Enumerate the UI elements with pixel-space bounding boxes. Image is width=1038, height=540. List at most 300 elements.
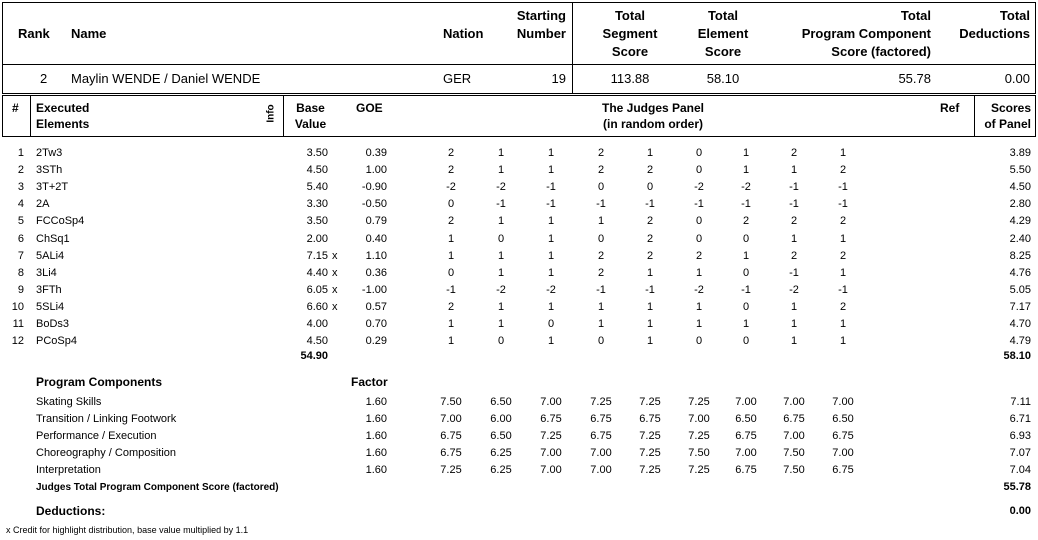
judge-score: 2 — [646, 215, 654, 228]
component-row — [0, 411, 1038, 428]
judge-score: 1 — [742, 249, 750, 262]
judge-score: 1 — [447, 318, 455, 330]
judge-score: -1 — [789, 198, 799, 211]
skater-rank: 2 — [40, 71, 48, 86]
component-name: Performance / Execution — [36, 430, 157, 443]
element-code: 3STh — [36, 164, 63, 177]
component-name: Interpretation — [36, 464, 101, 477]
starting-header-1: Starting — [516, 8, 566, 23]
element-code: 2A — [36, 198, 50, 211]
judge-score: -1 — [838, 181, 848, 194]
judge-score: -2 — [694, 181, 704, 194]
judge-score: 0 — [597, 335, 605, 348]
judge-score: -1 — [741, 198, 751, 211]
judge-score: 0 — [547, 318, 555, 330]
element-goe: 0.29 — [365, 335, 387, 348]
element-number: 1 — [17, 147, 24, 159]
component-factor: 1.60 — [365, 447, 387, 460]
skater-tss: 113.88 — [610, 71, 650, 86]
judge-score: 1 — [597, 318, 605, 330]
element-goe: -0.90 — [361, 181, 387, 194]
name-header: Name — [71, 26, 107, 41]
info-header: Info — [265, 104, 277, 123]
element-code: PCoSp4 — [36, 335, 77, 348]
judge-score: 0 — [695, 335, 703, 348]
element-number: 3 — [17, 181, 24, 194]
pcs-header-2: Program Component — [801, 26, 931, 41]
element-row — [0, 333, 1038, 350]
judge-score: 1 — [547, 215, 555, 228]
component-row — [0, 462, 1038, 479]
judge-score: 0 — [695, 232, 703, 245]
judge-score: 2 — [597, 147, 605, 159]
element-row — [0, 299, 1038, 316]
judge-mark: 6.75 — [440, 447, 462, 460]
judge-score: 2 — [597, 266, 605, 279]
tes-header-1: Total — [707, 8, 739, 23]
element-goe: -1.00 — [361, 283, 387, 296]
tes-header-3: Score — [704, 44, 742, 59]
element-row — [0, 145, 1038, 162]
element-row — [0, 231, 1038, 248]
judge-score: 2 — [839, 164, 847, 177]
judge-mark: 7.25 — [639, 430, 661, 443]
element-x-mark: x — [332, 283, 338, 296]
judge-mark: 7.00 — [590, 464, 612, 477]
judge-score: 2 — [790, 147, 798, 159]
element-code: FCCoSp4 — [36, 215, 85, 228]
judge-mark: 7.50 — [783, 464, 805, 477]
pc-title: Program Components — [36, 375, 163, 389]
component-name: Skating Skills — [36, 396, 102, 408]
element-number: 9 — [17, 283, 24, 296]
element-goe: 1.10 — [365, 249, 387, 262]
judge-score: 2 — [839, 300, 847, 313]
judge-score: 1 — [447, 232, 455, 245]
component-score: 7.07 — [1009, 447, 1031, 460]
element-base-value: 4.50 — [306, 335, 328, 348]
judge-mark: 7.50 — [688, 447, 710, 460]
judge-score: 0 — [742, 266, 750, 279]
element-number: 4 — [17, 198, 24, 211]
judge-score: 1 — [597, 300, 605, 313]
judge-score: 2 — [597, 249, 605, 262]
judge-mark: 6.75 — [735, 464, 757, 477]
element-score: 7.17 — [1009, 300, 1031, 313]
element-goe: 0.36 — [365, 266, 387, 279]
judge-score: 1 — [646, 266, 654, 279]
judge-score: 2 — [447, 215, 455, 228]
judge-score: -2 — [741, 181, 751, 194]
element-row — [0, 316, 1038, 333]
judge-score: 1 — [547, 164, 555, 177]
judge-score: 2 — [839, 249, 847, 262]
tss-header-2: Segment — [602, 26, 658, 41]
judge-score: 1 — [646, 335, 654, 348]
panel-header-2: (in random order) — [602, 117, 703, 131]
judge-mark: 7.00 — [440, 413, 462, 426]
judge-mark: 7.25 — [590, 396, 612, 408]
starting-header-2: Number — [516, 26, 566, 41]
elements-header-box — [2, 95, 1036, 137]
judge-score: 2 — [646, 232, 654, 245]
judge-score: 1 — [790, 318, 798, 330]
judge-score: 1 — [497, 249, 505, 262]
judge-mark: 6.50 — [490, 430, 512, 443]
judge-mark: 7.00 — [590, 447, 612, 460]
element-base-value: 3.30 — [306, 198, 328, 211]
element-base-value: 4.40 — [306, 266, 328, 279]
judge-score: 0 — [695, 147, 703, 159]
element-base-value: 4.00 — [306, 318, 328, 330]
judge-mark: 7.00 — [783, 430, 805, 443]
deductions-label: Deductions: — [36, 504, 106, 518]
judge-mark: 7.25 — [688, 464, 710, 477]
judge-mark: 7.25 — [639, 447, 661, 460]
ded-header-2: Deductions — [959, 26, 1030, 41]
num-header: # — [12, 101, 19, 115]
judge-score: -1 — [596, 283, 606, 296]
judge-score: 1 — [790, 335, 798, 348]
judge-mark: 7.25 — [639, 464, 661, 477]
col-divider — [30, 95, 31, 137]
judge-score: -1 — [838, 198, 848, 211]
judge-mark: 6.75 — [735, 430, 757, 443]
skater-pcs: 55.78 — [898, 71, 931, 86]
component-factor: 1.60 — [365, 413, 387, 426]
element-score: 4.70 — [1009, 318, 1031, 330]
element-base-value: 7.15 — [306, 249, 328, 262]
element-base-value: 2.00 — [306, 232, 328, 245]
component-score: 6.71 — [1009, 413, 1031, 426]
judge-score: 0 — [742, 335, 750, 348]
header-separator — [572, 2, 573, 94]
base-header-2: Value — [294, 117, 327, 131]
ded-header-1: Total — [999, 8, 1030, 23]
judge-score: 1 — [695, 318, 703, 330]
judge-score: 1 — [839, 318, 847, 330]
element-score: 4.50 — [1009, 181, 1031, 194]
judge-score: 1 — [497, 300, 505, 313]
judge-mark: 7.25 — [540, 430, 562, 443]
element-goe: -0.50 — [361, 198, 387, 211]
judge-score: 0 — [742, 232, 750, 245]
judge-score: 0 — [497, 335, 505, 348]
judge-score: -2 — [694, 283, 704, 296]
component-factor: 1.60 — [365, 464, 387, 477]
element-goe: 0.57 — [365, 300, 387, 313]
judge-score: -2 — [789, 283, 799, 296]
element-base-value: 6.60 — [306, 300, 328, 313]
judge-score: -2 — [496, 283, 506, 296]
element-code: 5SLi4 — [36, 300, 65, 313]
element-number: 11 — [12, 318, 24, 330]
judge-score: 2 — [447, 147, 455, 159]
element-score: 3.89 — [1009, 147, 1031, 159]
judge-mark: 7.00 — [735, 447, 757, 460]
component-name: Choreography / Composition — [36, 447, 177, 460]
judge-mark: 7.25 — [688, 430, 710, 443]
element-row — [0, 196, 1038, 213]
judge-mark: 6.50 — [490, 396, 512, 408]
judge-score: 1 — [646, 300, 654, 313]
skater-tes: 58.10 — [706, 71, 740, 86]
judge-score: 0 — [597, 181, 605, 194]
judge-score: 1 — [790, 232, 798, 245]
element-row — [0, 162, 1038, 179]
element-base-value: 6.05 — [306, 283, 328, 296]
judge-score: 1 — [790, 164, 798, 177]
judge-mark: 7.50 — [783, 447, 805, 460]
judge-score: 2 — [695, 249, 703, 262]
tss-header-3: Score — [611, 44, 649, 59]
judge-score: 2 — [646, 249, 654, 262]
judge-score: 1 — [547, 249, 555, 262]
judge-score: 2 — [790, 249, 798, 262]
exec-header-2: Elements — [36, 117, 90, 131]
element-number: 5 — [17, 215, 24, 228]
judge-score: 1 — [695, 300, 703, 313]
judge-mark: 7.00 — [540, 447, 562, 460]
judge-score: 0 — [695, 215, 703, 228]
judge-score: -1 — [645, 283, 655, 296]
pcs-header-3: Score (factored) — [831, 44, 931, 59]
judge-mark: 6.75 — [639, 413, 661, 426]
element-code: BoDs3 — [36, 318, 70, 330]
exec-header-1: Executed — [36, 101, 90, 115]
judge-score: -1 — [596, 198, 606, 211]
judge-score: -1 — [645, 198, 655, 211]
judge-mark: 6.75 — [832, 430, 854, 443]
component-factor: 1.60 — [365, 396, 387, 408]
judge-score: 0 — [695, 164, 703, 177]
skater-nation: GER — [443, 71, 472, 86]
element-code: ChSq1 — [36, 232, 70, 245]
element-x-mark: x — [332, 300, 338, 313]
element-base-value: 3.50 — [306, 147, 328, 159]
judge-mark: 6.50 — [832, 413, 854, 426]
judge-mark: 7.25 — [688, 396, 710, 408]
deductions-value: 0.00 — [1009, 505, 1031, 517]
pc-total-label: Judges Total Program Component Score (factored) — [36, 482, 279, 493]
judge-score: 1 — [742, 318, 750, 330]
element-score: 5.05 — [1009, 283, 1031, 296]
element-row — [0, 282, 1038, 299]
judge-score: 1 — [742, 147, 750, 159]
judge-mark: 7.00 — [735, 396, 757, 408]
judge-score: -1 — [741, 283, 751, 296]
judge-score: 2 — [447, 300, 455, 313]
judge-score: 0 — [497, 232, 505, 245]
element-row — [0, 213, 1038, 230]
judge-score: 1 — [695, 266, 703, 279]
element-code: 2Tw3 — [36, 147, 63, 159]
judge-score: 1 — [447, 249, 455, 262]
judge-mark: 7.00 — [832, 447, 854, 460]
judge-score: 1 — [742, 164, 750, 177]
judge-score: 1 — [547, 147, 555, 159]
judge-score: -1 — [446, 283, 456, 296]
judge-score: 1 — [790, 300, 798, 313]
tes-header-2: Element — [697, 26, 749, 41]
judge-score: 2 — [646, 164, 654, 177]
component-score: 7.11 — [1010, 396, 1031, 408]
judge-score: 2 — [742, 215, 750, 228]
tss-header-1: Total — [614, 8, 646, 23]
judge-mark: 6.25 — [490, 464, 512, 477]
judge-score: 1 — [646, 147, 654, 159]
elements-total-bv: 54.90 — [300, 350, 328, 362]
element-row — [0, 265, 1038, 282]
judge-score: -1 — [496, 198, 506, 211]
judge-score: 2 — [839, 215, 847, 228]
base-header-1: Base — [296, 101, 325, 115]
component-factor: 1.60 — [365, 430, 387, 443]
judge-mark: 6.75 — [590, 430, 612, 443]
judge-mark: 6.75 — [783, 413, 805, 426]
component-row — [0, 445, 1038, 462]
col-divider — [283, 95, 284, 137]
element-goe: 0.39 — [365, 147, 387, 159]
element-base-value: 4.50 — [306, 164, 328, 177]
skater-name: Maylin WENDE / Daniel WENDE — [71, 71, 261, 86]
judge-score: 1 — [597, 215, 605, 228]
judge-mark: 7.00 — [540, 396, 562, 408]
element-base-value: 5.40 — [306, 181, 328, 194]
component-name: Transition / Linking Footwork — [36, 413, 177, 426]
component-score: 6.93 — [1009, 430, 1031, 443]
judge-score: 1 — [839, 232, 847, 245]
judge-score: -2 — [446, 181, 456, 194]
judge-mark: 7.50 — [440, 396, 462, 408]
judge-score: 1 — [497, 318, 505, 330]
judge-score: 1 — [646, 318, 654, 330]
pc-factor-header: Factor — [351, 375, 388, 389]
element-x-mark: x — [332, 249, 338, 262]
element-goe: 0.79 — [365, 215, 387, 228]
judge-score: 1 — [839, 335, 847, 348]
judge-mark: 7.00 — [783, 396, 805, 408]
skater-deductions: 0.00 — [1004, 71, 1030, 86]
element-code: 3FTh — [36, 283, 62, 296]
rank-header: Rank — [18, 26, 50, 41]
sop-header-2: of Panel — [984, 117, 1031, 131]
judge-mark: 7.00 — [832, 396, 854, 408]
element-goe: 0.40 — [365, 232, 387, 245]
judge-score: 2 — [597, 164, 605, 177]
judge-score: 0 — [597, 232, 605, 245]
judge-mark: 6.25 — [490, 447, 512, 460]
judge-mark: 6.00 — [490, 413, 512, 426]
judge-score: 0 — [447, 266, 455, 279]
judge-score: 0 — [447, 198, 455, 211]
element-goe: 1.00 — [365, 164, 387, 177]
judge-score: 1 — [497, 215, 505, 228]
element-x-mark: x — [332, 266, 338, 279]
judge-mark: 7.00 — [688, 413, 710, 426]
pc-total-value: 55.78 — [1003, 481, 1031, 493]
judge-score: 1 — [497, 266, 505, 279]
element-score: 4.76 — [1009, 266, 1031, 279]
footnote: x Credit for highlight distribution, base value multiplied by 1.1 — [6, 525, 249, 535]
component-row — [0, 428, 1038, 445]
judge-mark: 7.25 — [440, 464, 462, 477]
judge-score: 1 — [547, 335, 555, 348]
judge-score: -1 — [838, 283, 848, 296]
judge-score: 1 — [547, 232, 555, 245]
goe-header: GOE — [356, 101, 383, 115]
judge-score: 1 — [497, 164, 505, 177]
elements-total-sop: 58.10 — [1003, 350, 1031, 362]
element-score: 8.25 — [1009, 249, 1031, 262]
judge-mark: 6.75 — [440, 430, 462, 443]
nation-header: Nation — [443, 26, 484, 41]
judge-score: 1 — [547, 300, 555, 313]
judge-mark: 6.75 — [590, 413, 612, 426]
judge-score: 0 — [742, 300, 750, 313]
element-number: 7 — [17, 249, 24, 262]
judge-score: 2 — [790, 215, 798, 228]
element-goe: 0.70 — [365, 318, 387, 330]
judge-score: 1 — [497, 147, 505, 159]
element-score: 4.79 — [1009, 335, 1031, 348]
judge-mark: 6.75 — [540, 413, 562, 426]
element-number: 6 — [17, 232, 24, 245]
element-base-value: 3.50 — [306, 215, 328, 228]
judge-score: 2 — [447, 164, 455, 177]
component-score: 7.04 — [1009, 464, 1031, 477]
element-code: 3T+2T — [36, 181, 69, 194]
panel-header-1: The Judges Panel — [601, 101, 705, 115]
header-divider — [2, 64, 1036, 65]
element-number: 10 — [11, 300, 24, 313]
component-row — [0, 394, 1038, 411]
element-score: 2.40 — [1009, 232, 1031, 245]
element-score: 5.50 — [1009, 164, 1031, 177]
element-code: 5ALi4 — [36, 249, 65, 262]
judge-score: -1 — [546, 198, 556, 211]
judge-score: -2 — [496, 181, 506, 194]
element-row — [0, 179, 1038, 196]
element-number: 2 — [17, 164, 24, 177]
judge-score: -1 — [789, 266, 799, 279]
judge-score: -1 — [789, 181, 799, 194]
element-score: 4.29 — [1009, 215, 1031, 228]
sop-header-1: Scores — [990, 101, 1031, 115]
element-score: 2.80 — [1009, 198, 1031, 211]
judge-score: 1 — [839, 266, 847, 279]
judge-mark: 6.75 — [832, 464, 854, 477]
judge-mark: 6.50 — [735, 413, 757, 426]
judge-score: 1 — [447, 335, 455, 348]
judge-mark: 7.25 — [639, 396, 661, 408]
col-divider — [974, 95, 975, 137]
skater-start-number: 19 — [551, 71, 566, 86]
judge-score: -2 — [546, 283, 556, 296]
judge-mark: 7.00 — [540, 464, 562, 477]
judge-score: -1 — [694, 198, 704, 211]
pcs-header-1: Total — [900, 8, 931, 23]
element-number: 12 — [11, 335, 24, 348]
element-row — [0, 248, 1038, 265]
ref-header: Ref — [940, 101, 960, 115]
judge-score: -1 — [546, 181, 556, 194]
judge-score: 1 — [839, 147, 847, 159]
judge-score: 1 — [547, 266, 555, 279]
element-code: 3Li4 — [36, 266, 57, 279]
element-number: 8 — [17, 266, 24, 279]
judge-score: 0 — [646, 181, 654, 194]
